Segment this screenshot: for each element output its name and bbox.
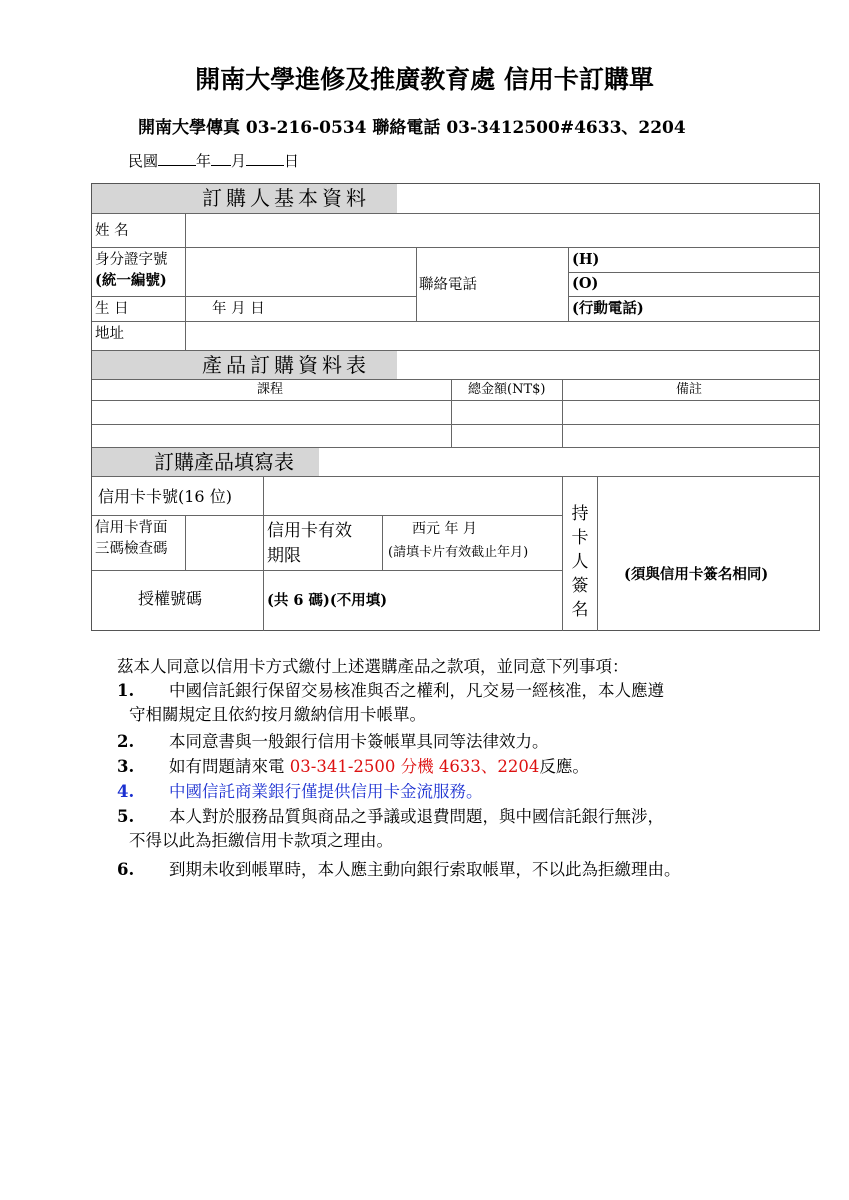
phone-home[interactable]: (H)	[572, 251, 600, 268]
phone-office[interactable]: (O)	[572, 275, 599, 292]
date-day-label: 日	[284, 152, 300, 170]
date-prefix: 民國	[128, 152, 159, 170]
name-label: 姓 名	[95, 223, 129, 239]
contact-line: 開南大學傳真 03-216-0534 聯絡電話 03-3412500#4633、2204	[138, 118, 686, 138]
signature-note: (須與信用卡簽名相同)	[624, 566, 769, 583]
section-card: 訂購產品填寫表	[92, 448, 319, 476]
birthday-field[interactable]: 年 月 日	[212, 301, 265, 317]
expiry-field[interactable]: 西元 年 月	[412, 521, 477, 537]
product-row-2-course[interactable]	[93, 425, 450, 447]
term-number: 1.	[117, 681, 135, 700]
cvv-label: 信用卡背面	[95, 520, 168, 536]
expiry-label-sub: 期限	[267, 546, 301, 566]
term-number: 5.	[117, 807, 135, 826]
term-text-cont: 不得以此為拒繳信用卡款項之理由。	[129, 831, 393, 850]
signature-field[interactable]	[598, 477, 819, 630]
birthday-label: 生 日	[95, 301, 129, 317]
col-remarks: 備註	[676, 382, 703, 397]
term-text: 本同意書與一般銀行信用卡簽帳單具同等法律效力。	[169, 732, 549, 751]
id-label-sub: (統一編號)	[95, 272, 167, 289]
year-blank[interactable]	[158, 151, 196, 166]
date-line	[128, 150, 299, 171]
cvv-label-sub: 三碼檢查碼	[95, 541, 168, 557]
term-number: 6.	[117, 860, 135, 879]
cvv-field[interactable]	[186, 516, 262, 569]
term-text: 本人對於服務品質與商品之爭議或退費問題，與中國信託銀行無涉，	[169, 807, 664, 826]
auth-code-label: 授權號碼	[138, 589, 203, 608]
section-basic-info: 訂購人基本資料	[92, 184, 397, 213]
term-text: 如有問題請來電 03-341-2500 分機 4633、2204反應。	[169, 757, 589, 776]
term-text-blue: 中國信託商業銀行僅提供信用卡金流服務。	[169, 782, 483, 801]
day-blank[interactable]	[246, 151, 284, 166]
col-amount: 總金額(NT$)	[468, 382, 546, 397]
phone-label: 聯絡電話	[419, 277, 477, 293]
col-course: 課程	[257, 382, 284, 397]
terms-intro: 茲本人同意以信用卡方式繳付上述選購產品之款項，並同意下列事項：	[117, 657, 629, 676]
order-form	[91, 183, 820, 631]
address-label: 地址	[95, 326, 124, 342]
product-row-1-course[interactable]	[93, 401, 450, 423]
month-blank[interactable]	[211, 151, 231, 166]
expiry-hint: (請填卡片有效截止年月)	[388, 545, 529, 560]
term-text: 到期未收到帳單時，本人應主動向銀行索取帳單，不以此為拒繳理由。	[169, 860, 681, 879]
date-year-label: 年	[196, 152, 212, 170]
form-title: 開南大學進修及推廣教育處 信用卡訂購單	[195, 65, 654, 94]
expiry-label: 信用卡有效	[267, 521, 352, 541]
id-field[interactable]	[186, 248, 415, 295]
term-number: 3.	[117, 757, 135, 776]
term-text: 中國信託銀行保留交易核准與否之權利，凡交易一經核准，本人應遵	[169, 681, 664, 700]
card-number-field[interactable]	[264, 477, 561, 514]
card-number-label: 信用卡卡號(16 位)	[98, 487, 232, 506]
signature-label: 持 卡 人 簽 名	[571, 504, 589, 620]
address-field[interactable]	[186, 322, 819, 350]
section-products: 產品訂購資料表	[92, 351, 397, 379]
date-month-label: 月	[231, 152, 247, 170]
name-field[interactable]	[186, 214, 819, 247]
phone-mobile[interactable]: (行動電話)	[572, 300, 644, 317]
auth-code-note: (共 6 碼)(不用填)	[267, 592, 388, 609]
term-number: 4.	[117, 782, 135, 801]
id-label: 身分證字號	[95, 252, 168, 268]
term-text-cont: 守相關規定且依約按月繳納信用卡帳單。	[129, 705, 426, 724]
contact-phone-red: 03-341-2500 分機 4633、2204	[289, 757, 540, 776]
term-number: 2.	[117, 732, 135, 751]
